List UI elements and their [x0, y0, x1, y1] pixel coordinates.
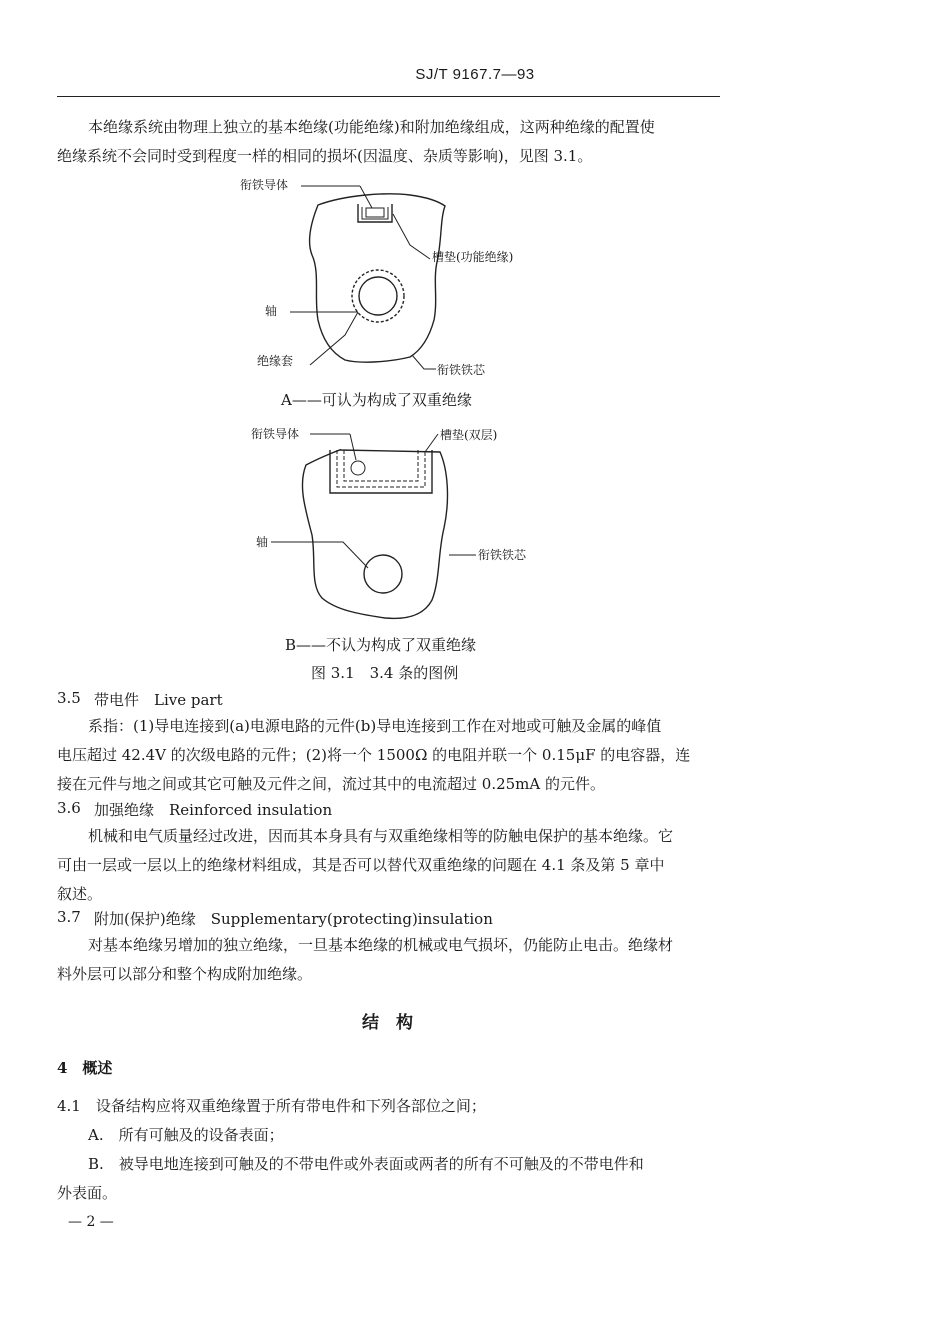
- section-4-1-line: 4.1 设备结构应将双重绝缘置于所有带电件和下列各部位之间；: [57, 1097, 486, 1115]
- intro-line-2: 绝缘系统不会同时受到程度一样的相同的损坏(因温度、杂质等影响)，见图 3.1。: [57, 147, 593, 165]
- section-3-7-line-1: 对基本绝缘另增加的独立绝缘，一旦基本绝缘的机械或电气损坏，仍能防止电击。绝缘材: [88, 936, 674, 954]
- section-3-7-number: 3.7: [57, 908, 81, 926]
- figure-caption: 图 3.1 3.4 条的图例: [311, 664, 459, 682]
- section-3-6-title: 加强绝缘 Reinforced insulation: [94, 801, 333, 819]
- section-3-7-title: 附加(保护)绝缘 Supplementary(protecting)insulation: [94, 910, 493, 928]
- section-4-1-item-b-line-1: B. 被导电地连接到可触及的不带电件或外表面或两者的所有不可触及的不带电件和: [88, 1155, 644, 1173]
- shaft-b: [364, 555, 402, 593]
- leader-slot-a: [393, 214, 430, 259]
- sleeve-a: [352, 270, 404, 322]
- armature-core-b: [302, 450, 447, 619]
- section-3-6-line-2: 可由一层或一层以上的绝缘材料组成，其是否可以替代双重绝缘的问题在 4.1 条及第 5 章中: [57, 856, 665, 874]
- label-shaft-b: 轴: [256, 535, 269, 549]
- caption-b: B——不认为构成了双重绝缘: [285, 636, 477, 654]
- label-core-b: 衔铁铁芯: [478, 548, 527, 562]
- conductor-b: [351, 461, 365, 475]
- section-3-5-number: 3.5: [57, 689, 81, 707]
- section-3-6-line-1: 机械和电气质量经过改进，因而其本身具有与双重绝缘相等的防触电保护的基本绝缘。它: [88, 827, 674, 845]
- section-3-6-line-3: 叙述。: [57, 885, 103, 903]
- label-slot-liner-a: 槽垫(功能绝缘): [432, 250, 514, 264]
- caption-a: A——可认为构成了双重绝缘: [281, 391, 472, 409]
- leader-sleeve-a: [310, 312, 358, 365]
- section-4-1-item-a: A. 所有可触及的设备表面；: [88, 1126, 284, 1144]
- leader-slot-b: [425, 434, 438, 452]
- section-4-title: 4 概述: [57, 1059, 113, 1077]
- label-sleeve-a: 绝缘套: [257, 354, 294, 368]
- section-3-5-title: 带电件 Live part: [94, 691, 223, 709]
- section-4-1-item-b-line-2: 外表面。: [57, 1184, 118, 1202]
- section-3-7-line-2: 料外层可以部分和整个构成附加绝缘。: [57, 965, 313, 983]
- section-3-5-line-3: 接在元件与地之间或其它可触及元件之间，流过其中的电流超过 0.25mA 的元件。: [57, 775, 605, 793]
- page-header: SJ/T 9167.7—93: [415, 66, 535, 83]
- figure-b-drawing: [271, 434, 476, 618]
- label-shaft-a: 轴: [265, 304, 278, 318]
- chapter-title: 结 构: [362, 1013, 413, 1033]
- leader-shaft-b: [271, 542, 368, 568]
- shaft-a: [359, 277, 397, 315]
- page-number: — 2 —: [68, 1214, 114, 1230]
- label-conductor-b: 衔铁导体: [251, 427, 300, 441]
- label-conductor-a: 衔铁导体: [240, 178, 289, 192]
- section-3-6-number: 3.6: [57, 799, 81, 817]
- label-core-a: 衔铁铁芯: [437, 363, 486, 377]
- figure-a-drawing: [290, 186, 445, 369]
- label-slot-liner-b: 槽垫(双层): [440, 428, 498, 442]
- intro-line-1: 本绝缘系统由物理上独立的基本绝缘(功能绝缘)和附加绝缘组成，这两种绝缘的配置使: [88, 118, 655, 136]
- leader-core-a: [412, 355, 436, 369]
- section-3-5-line-1: 系指：(1)导电连接到(a)电源电路的元件(b)导电连接到工作在对地或可触及金属的峰值: [88, 717, 662, 735]
- conductor-a: [366, 208, 384, 217]
- section-3-5-line-2: 电压超过 42.4V 的次级电路的元件；(2)将一个 1500Ω 的电阻并联一个 0.15μF 的电容器，连: [57, 746, 691, 764]
